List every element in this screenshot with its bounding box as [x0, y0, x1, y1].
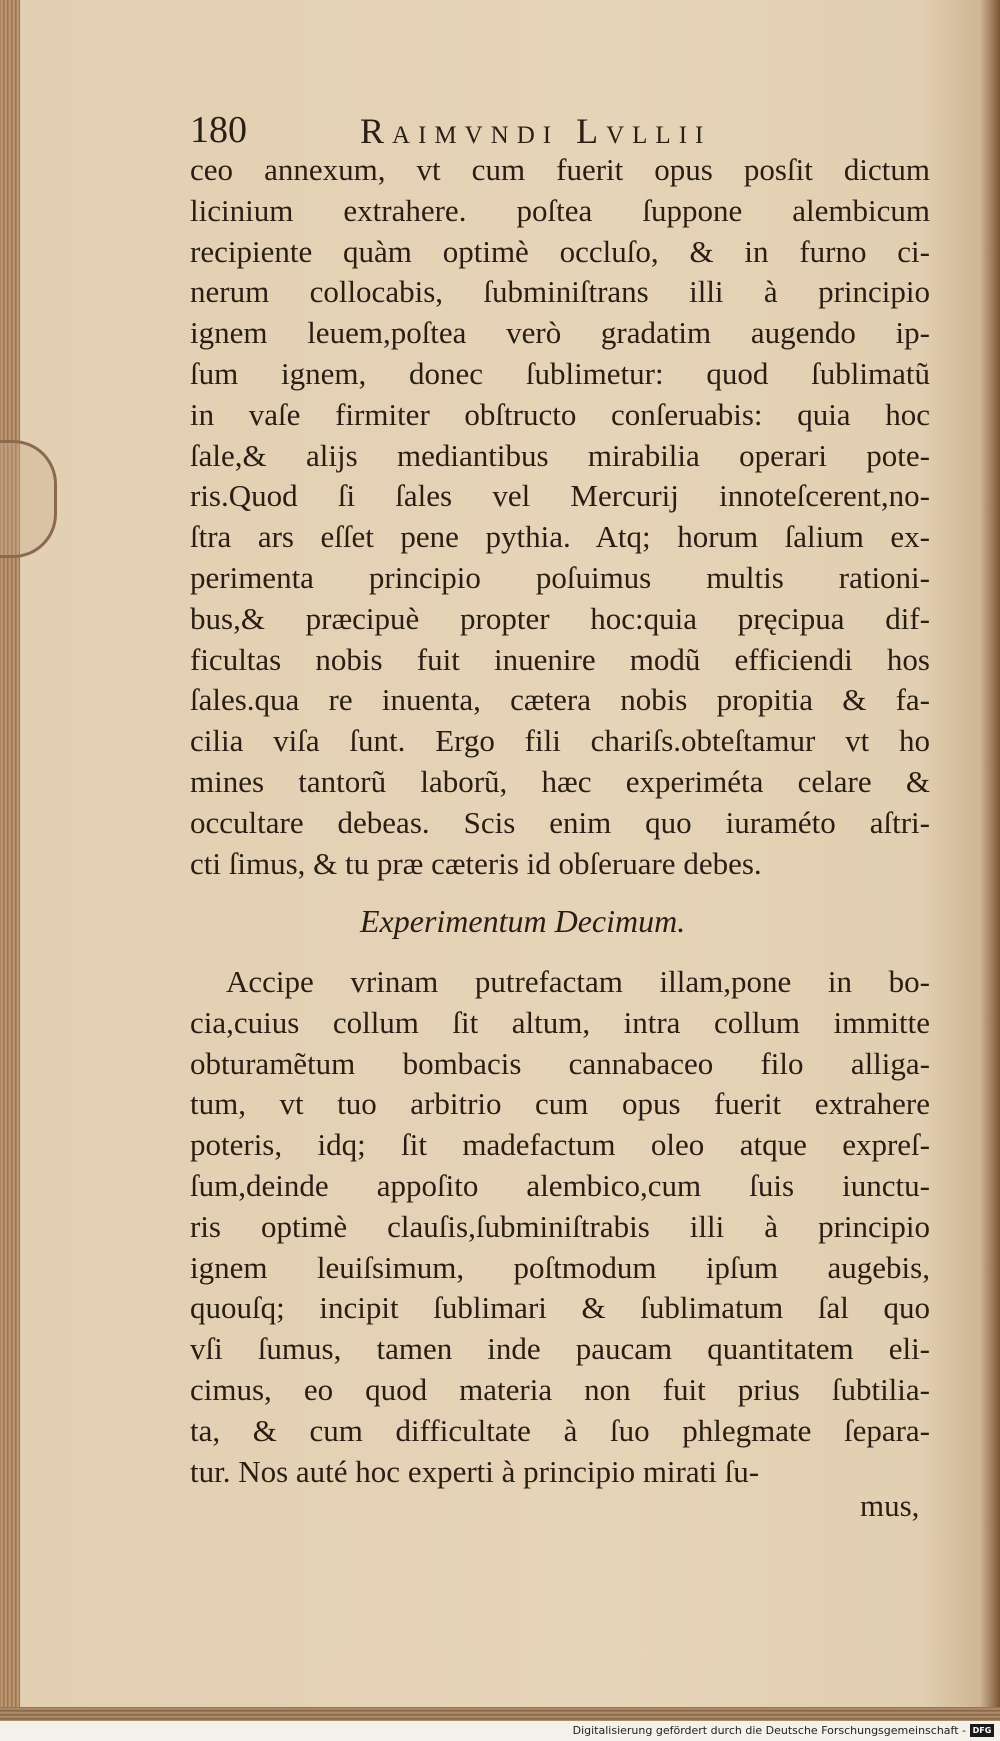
text-line: vſi ſumus, tamen inde paucam quantitatem eli-: [190, 1331, 930, 1367]
text-line: ſum ignem, donec ſublimetur: quod ſublimatũ: [190, 355, 930, 391]
footer-bar: [0, 1721, 1000, 1741]
text-line: cia,cuius collum ſit altum, intra collum immitte: [190, 1004, 930, 1040]
text-line: cilia viſa ſunt. Ergo fili chariſs.obteſtamur vt ho: [190, 723, 930, 759]
text-line: ris.Quod ſi ſales vel Mercurij innoteſcerent,no-: [190, 478, 930, 514]
text-line: cti ſimus, & tu præ cæteris id obſeruare debes.: [190, 845, 762, 881]
text-line: tur. Nos auté hoc experti à principio mirati ſu-: [190, 1453, 760, 1489]
catchword: mus,: [860, 1488, 920, 1523]
book-clasp: [0, 440, 57, 558]
text-line: occultare debeas. Scis enim quo iuraméto aſtri-: [190, 804, 930, 840]
text-line: licinium extrahere. poſtea ſuppone alembicum: [190, 192, 930, 228]
text-line: quouſq; incipit ſublimari & ſublimatum ſal quo: [190, 1290, 930, 1326]
text-line: ſales.qua re inuenta, cætera nobis propitia & fa-: [190, 682, 930, 718]
footer-credit: Digitalisierung gefördert durch die Deutsche Forschungsgemeinschaft -: [572, 1724, 966, 1737]
text-line: ſum,deinde appoſito alembico,cum ſuis iunctu-: [190, 1167, 930, 1203]
text-line: obturamẽtum bombacis cannabaceo filo alliga-: [190, 1045, 930, 1081]
body-text: [190, 150, 930, 884]
text-line: nerum collocabis, ſubminiſtrans illi à principio: [190, 274, 930, 310]
page-edge-left: [0, 0, 20, 1741]
text-line: tum, vt tuo arbitrio cum opus fuerit extrahere: [190, 1086, 930, 1122]
text-line: recipiente quàm optimè occluſo, & in furno ci-: [190, 233, 930, 269]
text-line: ris optimè clauſis,ſubminiſtrabis illi à principio: [190, 1208, 930, 1244]
text-line: ignem leuem,poſtea verò gradatim augendo ip-: [190, 315, 930, 351]
text-line: ſale,& alijs mediantibus mirabilia operari pote-: [190, 437, 930, 473]
body-text-2: [190, 962, 930, 1492]
folio-number: 180: [190, 109, 247, 151]
text-line: ficultas nobis fuit inuenire modũ efficiendi hos: [190, 641, 930, 677]
text-line: ſtra ars eſſet pene pythia. Atq; horum ſalium ex-: [190, 519, 930, 555]
text-line: ceo annexum, vt cum fuerit opus posſit dictum: [190, 152, 930, 187]
page-edge-bottom: [0, 1707, 1000, 1721]
text-line: ignem leuiſsimum, poſtmodum ipſum augebis,: [190, 1249, 930, 1285]
text-line: cimus, eo quod materia non fuit prius ſubtilia-: [190, 1371, 930, 1407]
text-line: Accipe vrinam putrefactam illam,pone in bo-: [226, 964, 930, 999]
text-line: bus,& præcipuè propter hoc:quia pręcipua dif-: [190, 600, 930, 636]
text-line: perimenta principio poſuimus multis rationi-: [190, 559, 930, 595]
running-head: Raimvndi Lvllii: [360, 111, 712, 151]
text-line: in vaſe firmiter obſtructo conſeruabis: quia hoc: [190, 396, 930, 432]
section-heading: Experimentum Decimum.: [360, 903, 686, 939]
text-line: mines tantorũ laborũ, hæc experiméta celare &: [190, 763, 930, 799]
dfg-logo: DFG: [970, 1724, 994, 1737]
text-line: poteris, idq; ſit madefactum oleo atque expreſ-: [190, 1127, 930, 1163]
text-line: ta, & cum difficultate à ſuo phlegmate ſepara-: [190, 1412, 930, 1448]
